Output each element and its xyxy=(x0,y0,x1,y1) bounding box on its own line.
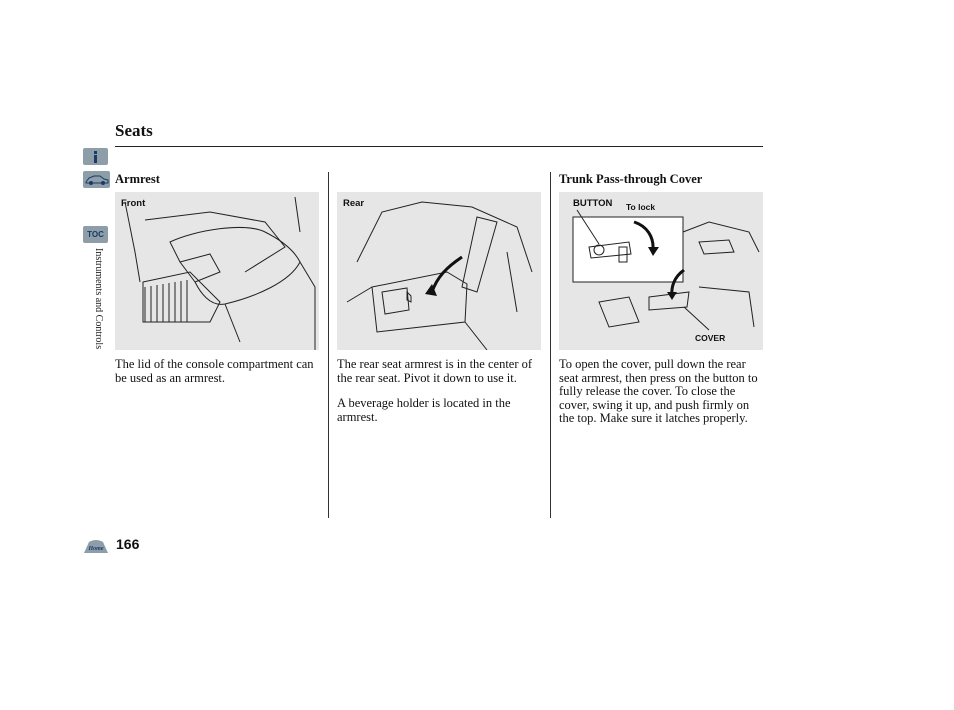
figure-label-to-lock: To lock xyxy=(626,202,656,212)
armrest-heading: Armrest xyxy=(115,172,160,186)
figure-label-cover: COVER xyxy=(695,333,726,343)
trunk-cover-text xyxy=(559,358,765,438)
toc-button[interactable] xyxy=(83,226,108,243)
armrest-text xyxy=(115,358,320,397)
figure-label-rear: Rear xyxy=(343,198,365,209)
figure-label-front: Front xyxy=(121,198,146,209)
paragraph: The rear seat armrest is in the center of the rear seat. Pivot it down to use it. xyxy=(337,357,533,385)
trunk-cover-figure xyxy=(559,192,763,350)
page-title: Seats xyxy=(115,121,153,140)
home-button[interactable] xyxy=(83,538,109,554)
front-armrest-figure xyxy=(115,192,319,350)
rear-armrest-text xyxy=(337,358,542,436)
toc-label: TOC xyxy=(87,230,104,239)
car-icon[interactable] xyxy=(83,171,110,188)
title-divider xyxy=(115,146,763,147)
paragraph: The lid of the console compartment can be used as an armrest. xyxy=(115,357,314,385)
chapter-label[interactable]: Instruments and Controls xyxy=(93,248,104,350)
info-icon[interactable] xyxy=(83,148,108,165)
figure-label-button: BUTTON xyxy=(573,198,613,209)
home-label: Home xyxy=(88,546,104,552)
trunk-cover-heading: Trunk Pass-through Cover xyxy=(559,172,703,186)
column-divider xyxy=(550,172,551,518)
page-number: 166 xyxy=(116,536,140,552)
paragraph: A beverage holder is located in the armrest. xyxy=(337,396,511,424)
column-divider xyxy=(328,172,329,518)
paragraph: To open the cover, pull down the rear seat armrest, then press on the button to fully release the cover. To close the cover, swing it up, and push firmly on the top. Make sure it latches properly. xyxy=(559,357,758,425)
rear-armrest-figure xyxy=(337,192,541,350)
